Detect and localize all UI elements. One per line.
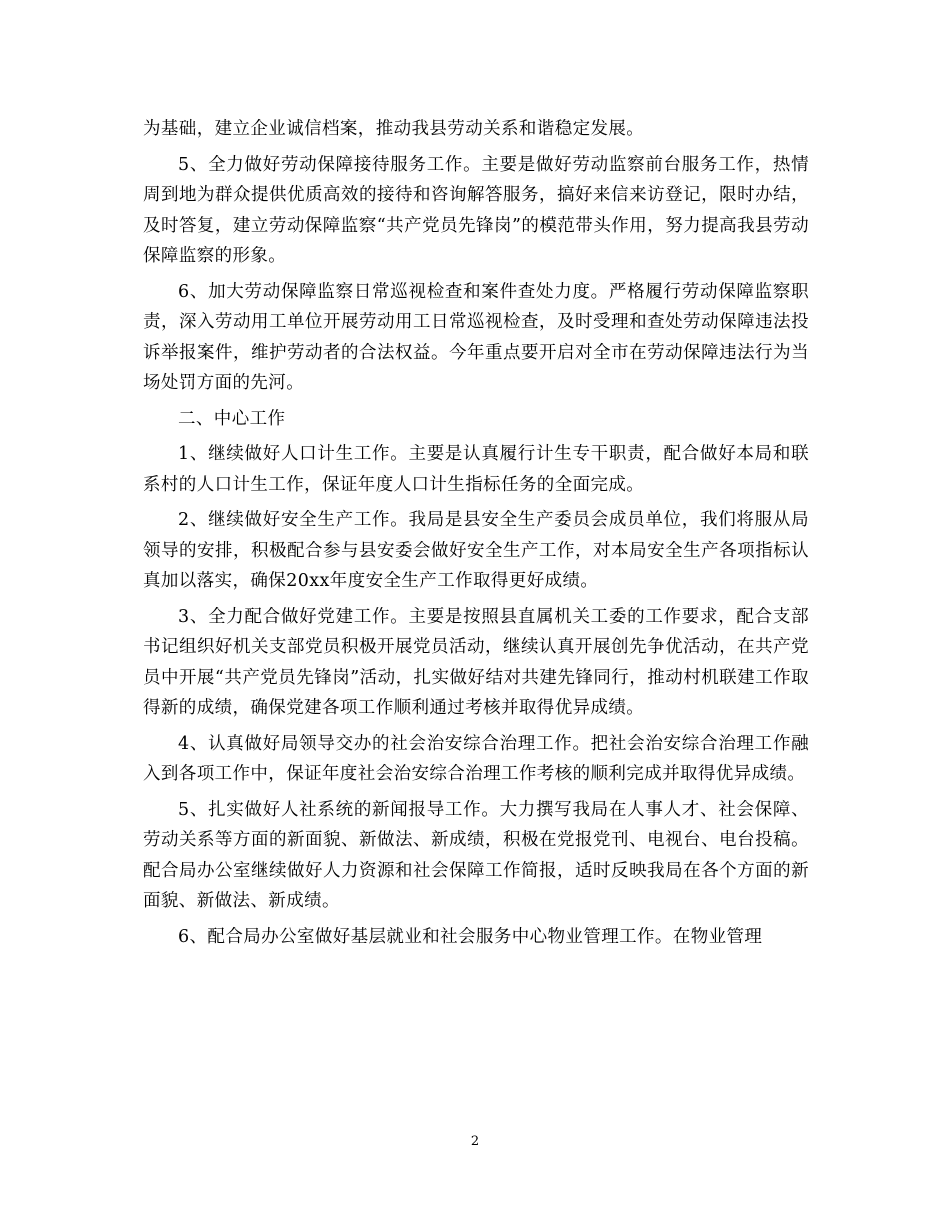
paragraph-item-4-public-security: 4、认真做好局领导交办的社会治安综合治理工作。把社会治安综合治理工作融入到各项工作中，保证年度社会治安综合治理工作考核的顺利完成并取得优异成绩。 — [143, 733, 809, 784]
paragraph-item-5-news-reporting: 5、扎实做好人社系统的新闻报导工作。大力撰写我局在人事人才、社会保障、劳动关系等方面的新面貌、新做法、新成绩，积极在党报党刊、电视台、电台投稿。配合局办公室继续做好人力资源和社会保障工作简报，适时反映我局在各个方面的新面貌、新做法、新成绩。 — [143, 799, 809, 911]
paragraph-item-1-family-planning: 1、继续做好人口计生工作。主要是认真履行计生专干职责，配合做好本局和联系村的人口计生工作，保证年度人口计生指标任务的全面完成。 — [143, 444, 809, 495]
paragraph-item-6-inspection: 6、加大劳动保障监察日常巡视检查和案件查处力度。严格履行劳动保障监察职责，深入劳动用工单位开展劳动用工日常巡视检查，及时受理和查处劳动保障违法投诉举报案件，维护劳动者的合法权益。今年重点要开启对全市在劳动保障违法行为当场处罚方面的先河。 — [143, 281, 809, 393]
paragraph-item-5-reception-service: 5、全力做好劳动保障接待服务工作。主要是做好劳动监察前台服务工作，热情周到地为群众提供优质高效的接待和咨询解答服务，搞好来信来访登记，限时办结，及时答复，建立劳动保障监察“共产党员先锋岗”的模范带头作用，努力提高我县劳动保障监察的形象。 — [143, 154, 809, 266]
paragraph-continuation: 为基础，建立企业诚信档案，推动我县劳动关系和谐稳定发展。 — [143, 119, 645, 139]
paragraph-item-6-property-management: 6、配合局办公室做好基层就业和社会服务中心物业管理工作。在物业管理 — [178, 926, 763, 947]
section-heading-central-work: 二、中心工作 — [178, 408, 286, 429]
document-body — [143, 114, 809, 957]
page-number: 2 — [470, 1134, 480, 1149]
paragraph-item-3-party-building: 3、全力配合做好党建工作。主要是按照县直属机关工委的工作要求，配合支部书记组织好机关支部党员积极开展党员活动，继续认真开展创先争优活动，在共产党员中开展“共产党员先锋岗”活动，扎实做好结对共建先锋同行，推动村机联建工作取得新的成绩，确保党建各项工作顺利通过考核并取得优异成绩。 — [143, 606, 809, 718]
paragraph-item-2-work-safety: 2、继续做好安全生产工作。我局是县安全生产委员会成员单位，我们将服从局领导的安排，积极配合参与县安委会做好安全生产工作，对本局安全生产各项指标认真加以落实，确保20xx年度安全生产工作取得更好成绩。 — [143, 510, 809, 591]
